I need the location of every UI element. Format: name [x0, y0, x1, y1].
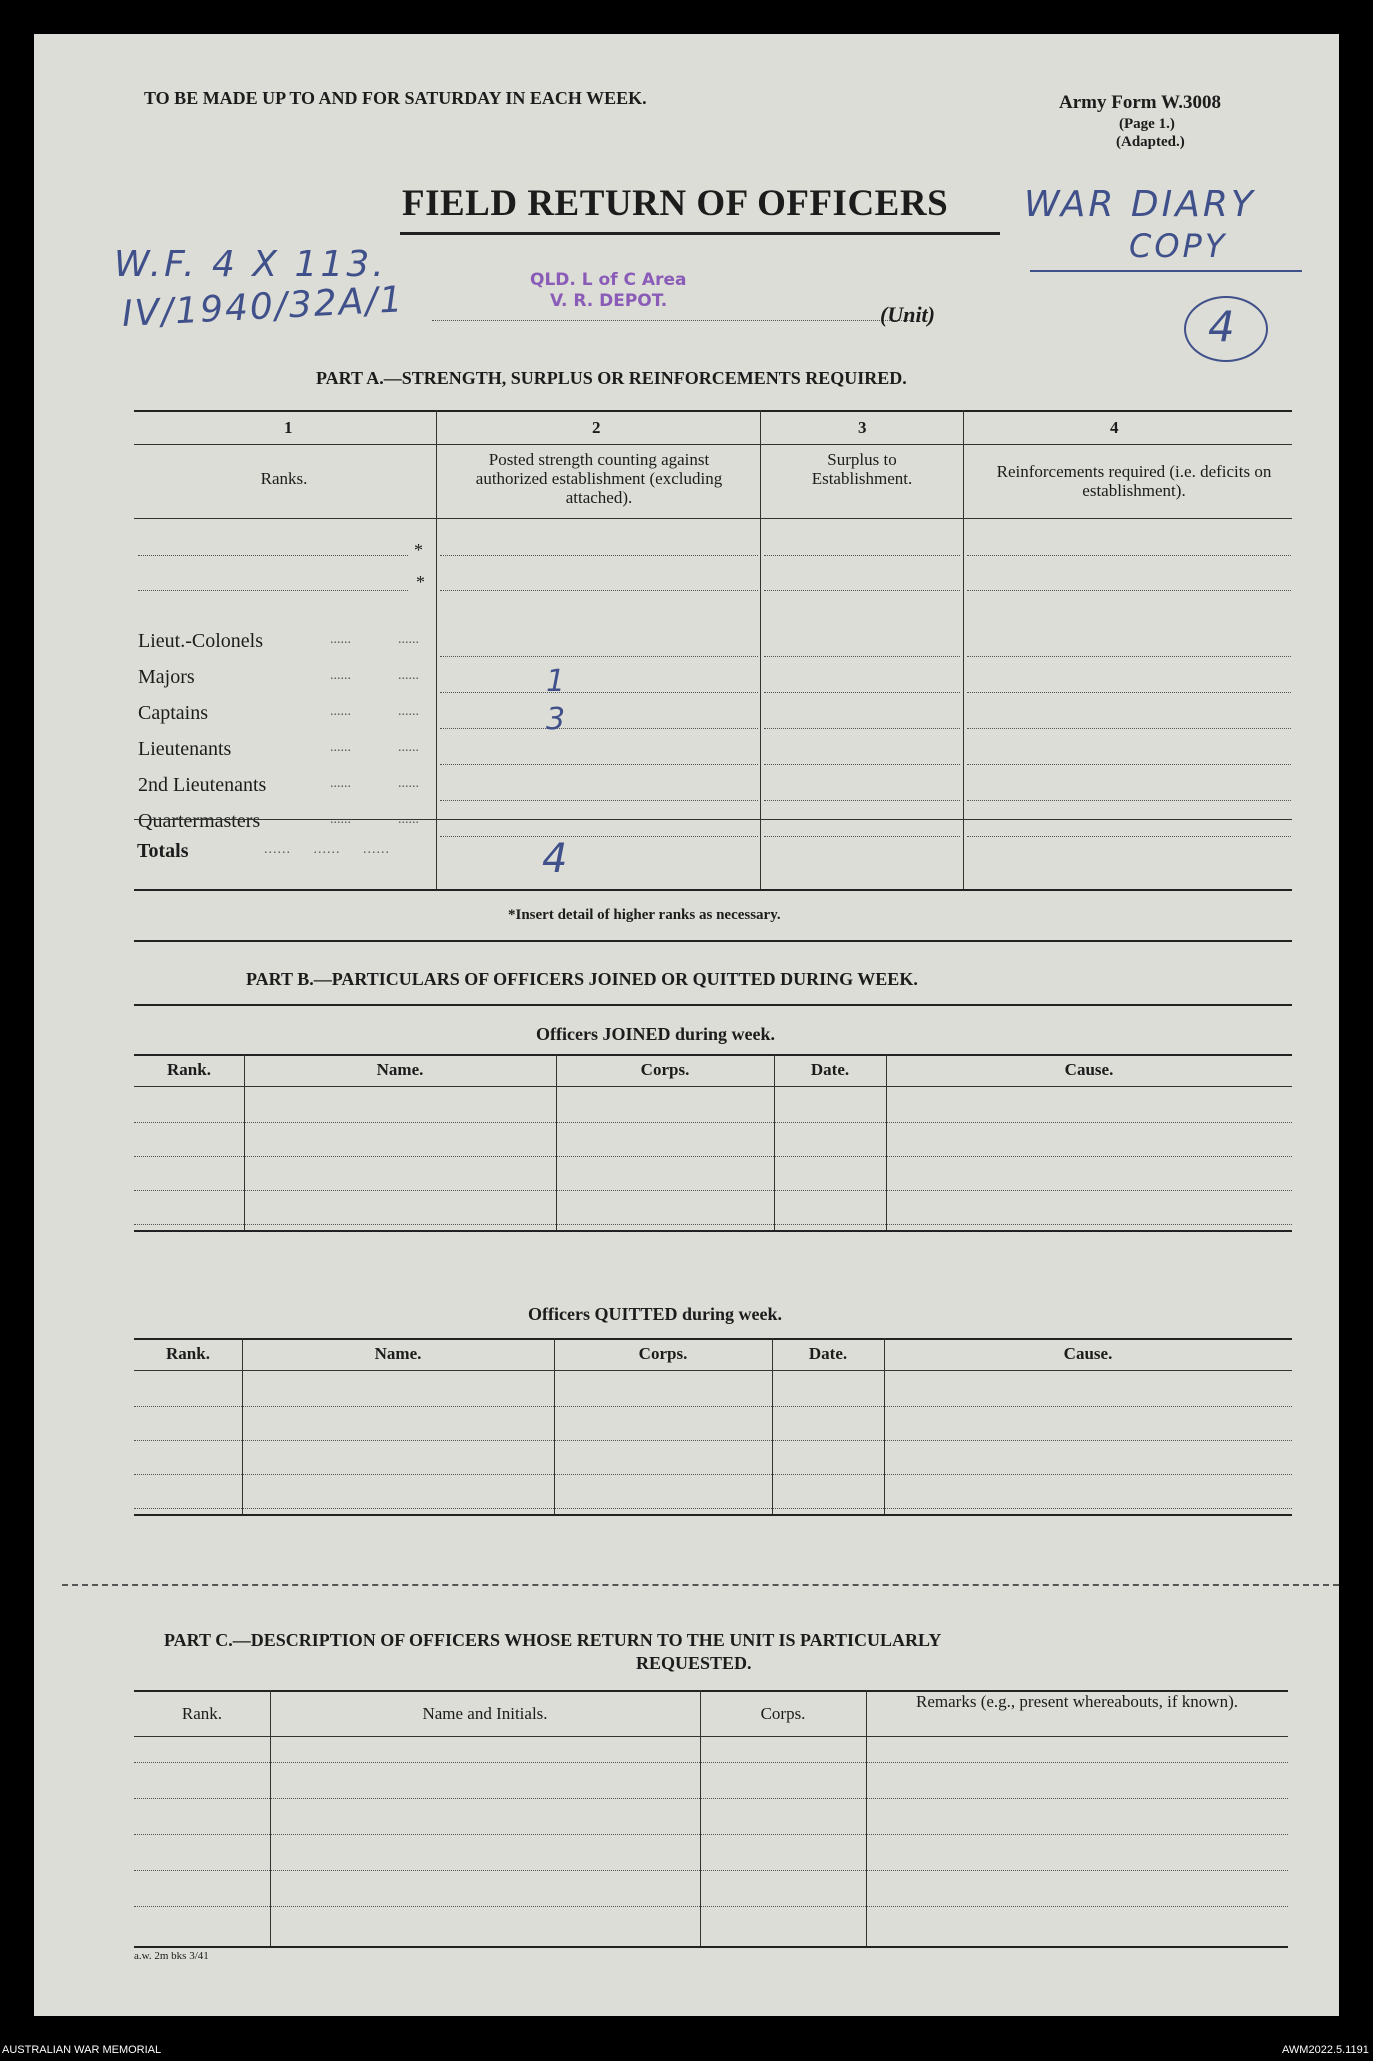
quitted-title: Officers QUITTED during week. — [528, 1304, 782, 1324]
rank-leader: ...... — [330, 812, 351, 827]
reference-note-2: IV/1940/32A/1 — [120, 279, 406, 335]
table-header: Rank. — [166, 1344, 210, 1363]
table-divider — [884, 1338, 885, 1514]
row-line — [967, 692, 1291, 693]
part-a-divider-3 — [963, 410, 964, 890]
rank-leader: ...... — [398, 632, 419, 647]
rank-leader: ...... — [330, 632, 351, 647]
depot-stamp-line2: V. R. DEPOT. — [550, 291, 668, 311]
table-row — [134, 1870, 1288, 1871]
part-c-title-2: REQUESTED. — [636, 1653, 752, 1673]
header-rule — [134, 1086, 1292, 1087]
row-line — [967, 656, 1291, 657]
rank-leader: ...... — [330, 740, 351, 755]
rank-label: Quartermasters — [138, 810, 261, 832]
table-header: Name and Initials. — [422, 1704, 548, 1723]
row-line — [440, 836, 758, 837]
part-a-divider-2 — [760, 410, 761, 890]
part-c-title-1: PART C.—DESCRIPTION OF OFFICERS WHOSE RETURN TO THE UNIT IS PARTICULARLY — [164, 1630, 942, 1650]
row-line — [764, 692, 960, 693]
row-line — [440, 728, 758, 729]
table-header: Name. — [376, 1060, 424, 1079]
col-number-3: 3 — [858, 418, 867, 437]
table-divider — [772, 1338, 773, 1514]
rank-leader: ...... — [330, 668, 351, 683]
totals-label: Totals — [137, 840, 189, 862]
row-line — [764, 590, 960, 591]
table-divider — [866, 1690, 867, 1946]
table-header: Remarks (e.g., present whereabouts, if known). — [916, 1692, 1238, 1711]
depot-stamp-line1: QLD. L of C Area — [530, 270, 687, 290]
part-a-totals-rule — [134, 819, 1292, 820]
col-number-1: 1 — [284, 418, 293, 437]
table-divider — [886, 1054, 887, 1230]
row-line — [967, 590, 1291, 591]
totals-posted-value: 4 — [542, 836, 568, 882]
col-header-surplus: Surplus to Establishment. — [811, 450, 913, 488]
copy-underline — [1030, 270, 1302, 272]
part-a-end-rule — [134, 940, 1292, 942]
rank-leader: ...... — [330, 776, 351, 791]
row-line — [764, 728, 960, 729]
page-title: FIELD RETURN OF OFFICERS — [402, 183, 949, 224]
table-divider — [244, 1054, 245, 1230]
part-a-number-rule — [134, 444, 1292, 445]
footnote: *Insert detail of higher ranks as necessary. — [508, 907, 781, 923]
lieutenants-posted-value: 3 — [546, 702, 566, 737]
table-row — [134, 1224, 1292, 1225]
part-a-bottom-rule — [134, 889, 1292, 891]
part-a-divider-1 — [436, 410, 437, 890]
row-line — [440, 656, 758, 657]
table-header: Corps. — [640, 1060, 690, 1079]
row-line — [764, 555, 960, 556]
rank-leader: ...... — [398, 704, 419, 719]
rank-label: 2nd Lieutenants — [138, 774, 267, 796]
unit-label: (Unit) — [880, 302, 935, 327]
part-a-top-rule — [134, 410, 1292, 412]
row-line — [440, 555, 758, 556]
table-header: Corps. — [638, 1344, 688, 1363]
form-adapted: (Adapted.) — [1116, 134, 1185, 150]
row-line — [440, 764, 758, 765]
table-header: Cause. — [1063, 1344, 1113, 1363]
row-line — [440, 800, 758, 801]
col-header-posted-strength: Posted strength counting against authorized establishment (excluding attached). — [475, 450, 723, 507]
archive-left-label: AUSTRALIAN WAR MEMORIAL — [2, 2044, 162, 2056]
joined-title: Officers JOINED during week. — [536, 1024, 775, 1044]
part-b-title: PART B.—PARTICULARS OF OFFICERS JOINED OR QUITTED DURING WEEK. — [246, 969, 918, 989]
row-line — [967, 764, 1291, 765]
table-header: Cause. — [1064, 1060, 1114, 1079]
archive-right-label: AWM2022.5.1191 — [1282, 2044, 1369, 2056]
table-divider — [700, 1690, 701, 1946]
header-rule — [134, 1370, 1292, 1371]
table-header: Rank. — [167, 1060, 211, 1079]
col-header-ranks: Ranks. — [260, 469, 308, 488]
part-a-title: PART A.—STRENGTH, SURPLUS OR REINFORCEMENTS REQUIRED. — [316, 368, 907, 388]
row-line — [764, 764, 960, 765]
rank-leader: ...... — [398, 776, 419, 791]
col-header-reinforcements: Reinforcements required (i.e. deficits on establishment). — [996, 462, 1272, 500]
table-row — [134, 1156, 1292, 1157]
rank-label: Lieutenants — [138, 738, 232, 760]
captains-posted-value: 1 — [546, 664, 566, 699]
rank-label: Captains — [138, 702, 208, 724]
row-line — [967, 800, 1291, 801]
table-bottom-rule — [134, 1514, 1292, 1516]
table-divider — [270, 1690, 271, 1946]
war-diary-note: WAR DIARY — [1024, 184, 1256, 225]
row-line — [764, 800, 960, 801]
rank-leader: ...... — [398, 668, 419, 683]
table-divider — [774, 1054, 775, 1230]
table-row — [134, 1440, 1292, 1441]
rank-label: Majors — [138, 666, 195, 688]
table-header: Name. — [374, 1344, 422, 1363]
form-page-number: (Page 1.) — [1119, 116, 1175, 132]
col-number-4: 4 — [1110, 418, 1119, 437]
table-divider — [554, 1338, 555, 1514]
rank-leader: ...... — [398, 740, 419, 755]
rank-leader: ...... — [398, 812, 419, 827]
table-bottom-rule — [134, 1230, 1292, 1232]
totals-leader: ...... ...... ...... — [264, 842, 390, 857]
table-row — [134, 1508, 1292, 1509]
table-header: Corps. — [760, 1704, 806, 1723]
rank-leader: ...... — [330, 704, 351, 719]
row-line — [967, 836, 1291, 837]
table-row — [134, 1190, 1292, 1191]
table-row — [134, 1906, 1288, 1907]
table-header: Date. — [808, 1344, 848, 1363]
table-row — [134, 1762, 1288, 1763]
title-underline — [400, 232, 1000, 235]
table-divider — [556, 1054, 557, 1230]
table-top-rule — [134, 1054, 1292, 1056]
rank-label: Lieut.-Colonels — [138, 630, 263, 652]
table-row — [134, 1122, 1292, 1123]
row-line — [764, 656, 960, 657]
part-b-top-rule — [134, 1004, 1292, 1006]
row-line — [967, 728, 1291, 729]
header-rule — [134, 1736, 1288, 1737]
table-row — [134, 1798, 1288, 1799]
row-line — [967, 555, 1291, 556]
col-number-2: 2 — [592, 418, 601, 437]
asterisk-1: * — [414, 540, 423, 560]
higher-rank-row-1 — [138, 555, 408, 556]
instruction-text: TO BE MADE UP TO AND FOR SATURDAY IN EACH WEEK. — [144, 88, 647, 108]
circled-page-number — [1184, 296, 1268, 362]
table-header: Rank. — [181, 1704, 223, 1723]
table-top-rule — [134, 1338, 1292, 1340]
table-row — [134, 1834, 1288, 1835]
table-row — [134, 1474, 1292, 1475]
form-page — [34, 34, 1339, 2016]
reference-note-1: W.F. 4 X 113. — [114, 244, 387, 285]
part-a-header-rule — [134, 518, 1292, 519]
print-code: a.w. 2m bks 3/41 — [134, 1950, 209, 1962]
table-divider — [242, 1338, 243, 1514]
table-bottom-rule — [134, 1946, 1288, 1948]
form-number: Army Form W.3008 — [1059, 92, 1222, 113]
row-line — [764, 836, 960, 837]
asterisk-2: * — [416, 572, 425, 592]
row-line — [440, 590, 758, 591]
higher-rank-row-2 — [138, 590, 408, 591]
table-header: Date. — [810, 1060, 850, 1079]
circled-number: 4 — [1208, 302, 1235, 351]
table-row — [134, 1406, 1292, 1407]
copy-note: COPY — [1129, 227, 1228, 265]
row-line — [440, 692, 758, 693]
unit-field — [432, 320, 912, 321]
tear-line — [62, 1584, 1339, 1586]
